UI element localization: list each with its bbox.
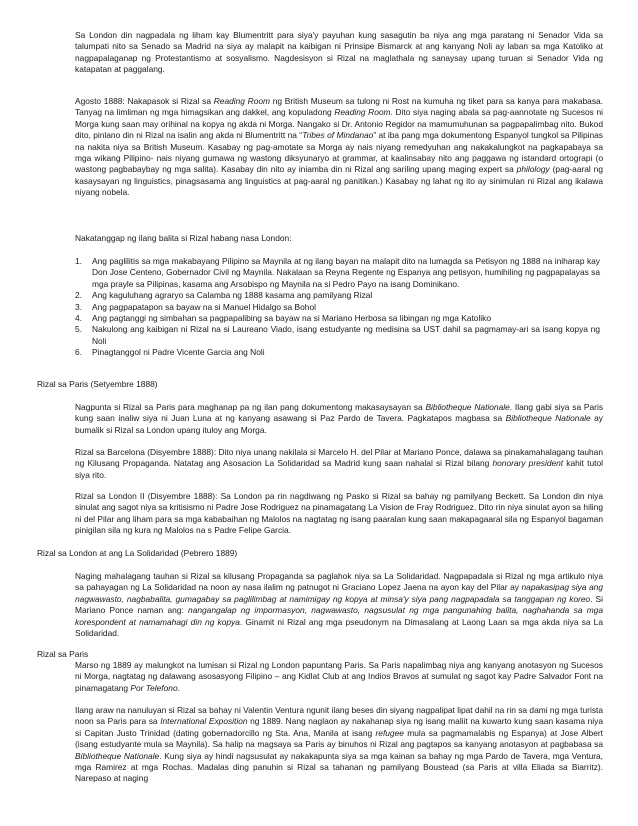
section-heading-paris: Rizal sa Paris: [37, 649, 89, 659]
list-item: 5. Nakulong ang kaibigan ni Rizal na si Laureano Viado, isang estudyante ng medisina sa UST dahil sa pagmamay-ari sa isang kopya ng Noli: [75, 324, 600, 346]
section-heading-paris-1888: Rizal sa Paris (Setyembre 1888): [37, 379, 158, 389]
paragraph-paris-lodging: Ilang araw na nanuluyan si Rizal sa bahay ni Valentin Ventura ngunit ilang beses din siyang nagpalipat lipat dahil na rin sa dami ng mga turista noon sa Paris para sa International Exposition ng 1889. Nang naglaon ay nakahanap siya ng isang maliit na kuwarto kung saan kasama niya si Capitan Justo Trinidad (dating gobernadorcillo ng Sta. Ana, Manila at isang refugee mula sa pagmamalabis ng Espanya) at Jose Albert (isang estudyante mula sa Maynila). Sa halip na magsaya sa Paris ay binuhos ni Rizal ang pagtapos sa kanyang anotasyon at pagbabasa sa Bibliotheque Nationale. Kung siya ay hindi nagsusulat ay nakakapunta siya sa mga kainan sa bahay ng mga Pardo de Tavera, mga Ventura, mga Ramirez at mga Rochas. Madalas ding panuhin si Rizal sa tahanan ng pamilyang Boustead (sa Paris at villa Eliada sa Biarritz). Narepaso at naging: [75, 705, 604, 784]
paragraph-blumentritt-letter: Sa London din nagpadala ng liham kay Blumentritt para siya'y payuhan kung sasagutin ba niya ang mga paratang ni Senador Vida sa talumpati nito sa Senado sa Madrid na siya ay malapit na kaibigan ni Prinsipe Bismarck at ang kanyang Noli ay laban sa mga Katoliko at nagpapalaganap ng Protestantismo at sosyalismo. Nagdesisyon si Rizal na maglathala ng sanaysay upang turuan si Senador Vida ng katapatan at paggalang.: [75, 30, 603, 75]
paragraph-british-museum: Agosto 1888: Nakapasok si Rizal sa Reading Room ng British Museum sa tulong ni Rost na kumuha ng tiket para sa kanya para makabasa. Tanyag na limliman ng mga himagsikan ang dakkel, ang kopuladong Reading Room. Dito siya naging abala sa pag-aannotate ng Sucesos ni Morga kung saan may orihinal na kopya ng akda ni Morga. Nangako si Dr. Antonio Regidor na mamumuhunan sa pagpapalimbag nito. Bukod dito, pinlano din ni Rizal na isalin ang akda ni Blumentritt na “Tribes of Mindanao” at iba pang mga dokumentong Espanyol tungkol sa Pilipinas na nakita niya sa British Museum. Kasabay ng pag-amotate sa Morga ay nais niyang remedyuhan ang nakakalungkot na pagkapabaya sa mga wikang Pilipino- nais niyang gumawa ng wastong diksyunaryo at grammar, at kaalinsabay nito ang paggawa ng istandard ortograpi (o wastong pagbabaybay ng mga salita). Kasabay din nito ay iniamba din ni Rizal ang sariling upang maging expert sa philology (pag-aaral ng kasaysayan ng linguistics, pinagsasama ang linguistics at pag-aaral ng panitikan.) Kasabay ng lahat ng ito ay sinimulan ni Rizal ang ikalawa niyang nobela.: [75, 96, 603, 198]
paragraph-paris-1889: Marso ng 1889 ay malungkot na lumisan si Rizal ng London papuntang Paris. Sa Paris napalimbag niya ang kanyang anotasyon ng Sucesos ni Morga, nagtatag ng dalawang asosasyong Filipino – ang Kidlat Club at ang Indios Bravos at sumulat ng sagot kay Padre Salvador Font na pinamagatang Por Telefono.: [75, 660, 603, 693]
list-item: 4. Ang pagtanggi ng simbahan sa pagpapalibing sa bayaw na si Mariano Herbosa sa libingan ng mga Katoliko: [75, 313, 492, 324]
paragraph-barcelona: Rizal sa Barcelona (Disyembre 1888): Dito niya unang nakilala si Marcelo H. del Pilar at Mariano Ponce, dalawa sa pinakamahalagang tauhan ng Kilusang Propaganda. Natatag ang Asosacion La Solidaridad sa Madrid kung saan nahalal si Rizal bilang honorary president kahit tutol siya rito.: [75, 447, 603, 480]
list-item: 6. Pinagtanggol ni Padre Vicente Garcia ang Noli: [75, 347, 265, 358]
list-item: 2. Ang kaguluhang agraryo sa Calamba ng 1888 kasama ang pamilyang Rizal: [75, 290, 373, 301]
paragraph-london-ii: Rizal sa London II (Disyembre 1888): Sa London pa rin nagdiwang ng Pasko si Rizal sa bahay ng pamilyang Beckett. Sa London din niya sinulat ang sagot niya sa kritisismo ni Padre Jose Rodriguez na pinamagatang La Vision de Fray Rodriguez. Dito rin niya sinulat ayon sa hiling ni del Pilar ang liham para sa mga kababaihan ng Malolos na nagtatag ng isang paaralan kung saan makapagaaral sila ng Espanyol bagaman pinigilan sila ng kura ng Malolos na s Padre Felipe Garcia.: [75, 491, 603, 536]
paragraph-la-solidaridad: Naging mahalagang tauhan si Rizal sa kilusang Propaganda sa paglahok niya sa La Solidaridad. Nagpapadala si Rizal ng mga artikulo niya sa pahayagan ng La Solidaridad na noon ay nasa ilalim ng patnugot ni Graciano Lopez Jaena na ayon kay del Pilar ay napakasipag siya ang nagwawasto, nagbabalita, gumagabay sa paglilimbag at namimigay ng kopya at minsa'y siya pang nagpapadala sa tanggapan ng koreo. Si Mariano Ponce naman ang: nangangalap ng impormasyon, nagwawasto, nagsusulat ng mga pangunahing balita, naghahanda sa mga korespondent at namamahagi din ng kopya. Ginamit ni Rizal ang mga pseudonym na Dimasalang at Laong Laan sa mga akda niya sa La Solidaridad.: [75, 571, 603, 639]
paragraph-paris-visit: Nagpunta si Rizal sa Paris para maghanap pa ng ilan pang dokumentong makasaysayan sa Bibliotheque Nationale. Ilang gabi siya sa Paris kung saan inaliw siya ni Juan Luna at ng kanyang asawang si Paz Pardo de Tavera. Pagkatapos magbasa sa Bibliotheque Nationale ay bumalik si Rizal sa London upang ituloy ang Morga.: [75, 402, 604, 435]
list-item: 3. Ang pagpapatapon sa bayaw na si Manuel Hidalgo sa Bohol: [75, 301, 316, 312]
paragraph-news-intro: Nakatanggap ng ilang balita si Rizal habang nasa London:: [75, 233, 292, 243]
list-item: 1. Ang paglilitis sa mga makabayang Pilipino sa Maynila at ng ilang bayan na malapit dito na lumagda sa Petisyon ng 1888 na iniharap kay Don Jose Centeno, Gobernador Civil ng Maynila. Nakalaan sa Reyna Regente ng Espanya ang petisyon, humihiling ng pagpapalayas sa mga prayle sa Pilipinas, kasama ang Arsobispo ng Maynila na si Pedro Payo na isang Dominikano.: [75, 256, 600, 289]
news-list: [75, 256, 603, 359]
section-heading-la-solidaridad: Rizal sa London at ang La Solidaridad (Pebrero 1889): [37, 548, 238, 558]
